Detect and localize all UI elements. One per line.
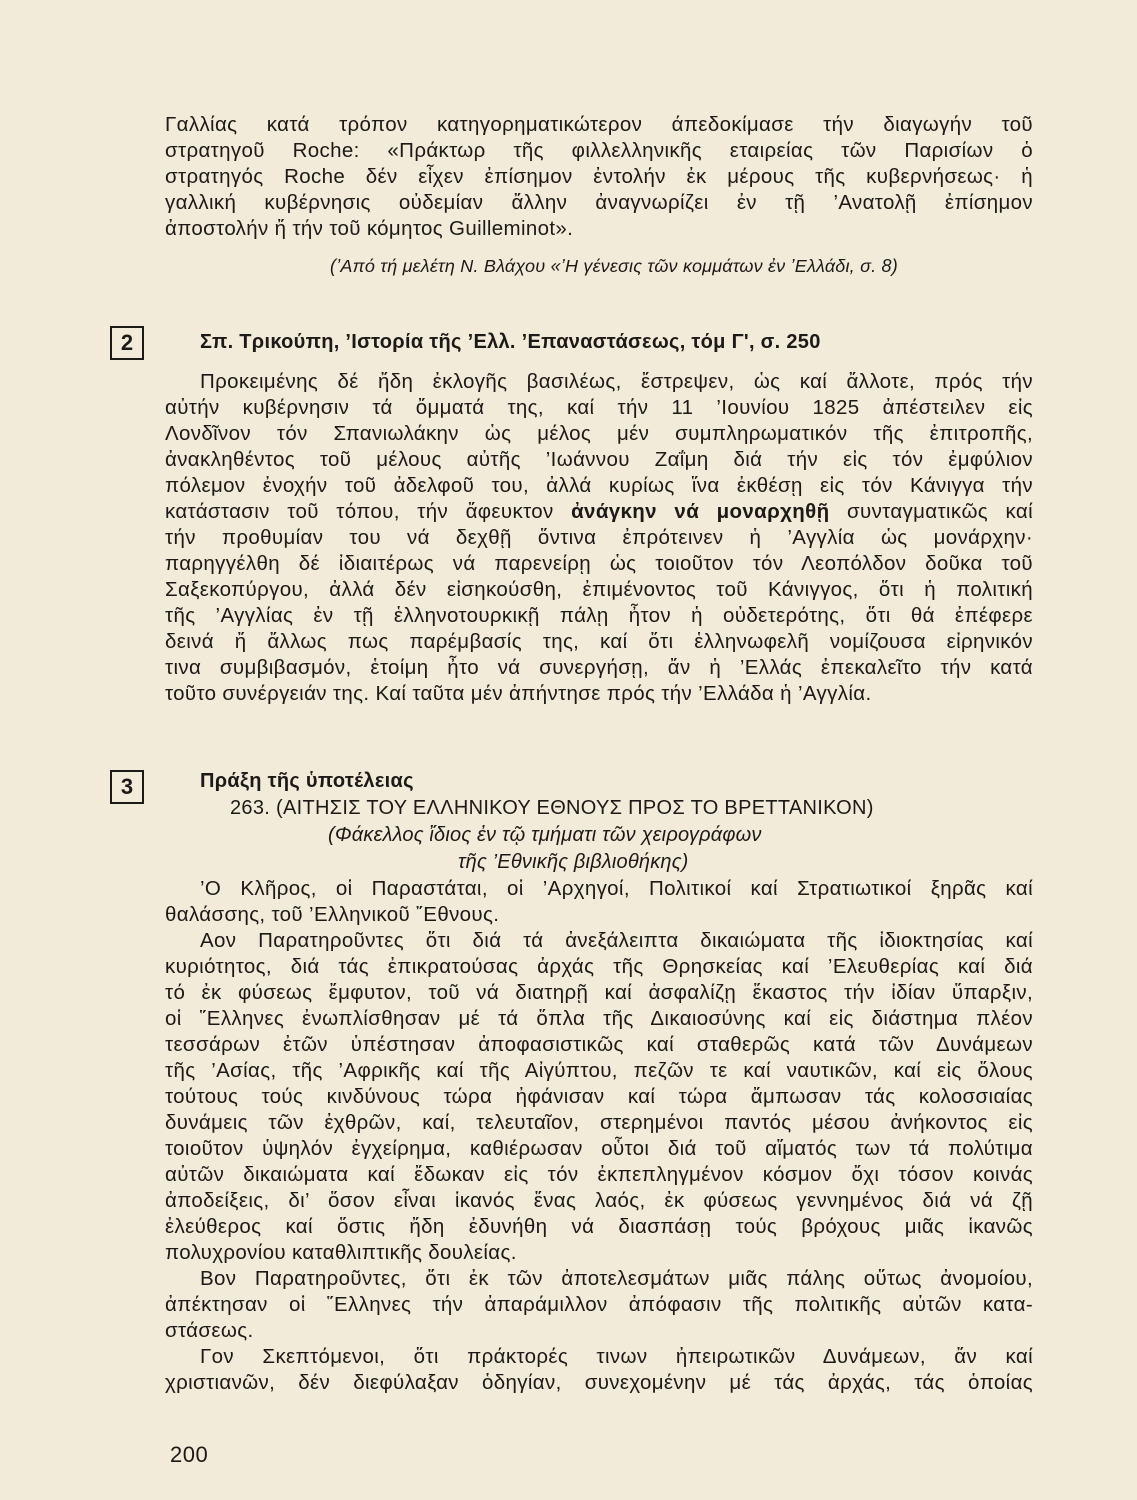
section3-text (165, 876, 1033, 1396)
source-note: τῆς ’Εθνικῆς βιβλιοθήκης) (458, 851, 689, 873)
text-line: ἐλεύθερος καί ὅστις ἤδη ἐδυνήθη νά διασπάσῃ τούς βρόχους μιᾶς ἱκανῶς (165, 1215, 1033, 1238)
text-line: οἱ ῞Ελληνες ἐνωπλίσθησαν μέ τά ὅπλα τῆς Δικαιοσύνης καί εἰς διάστημα πλέον (165, 1007, 1033, 1030)
text-line: Γαλλίας κατά τρόπον κατηγορηματικώτερον άπεδοκίμασε τήν διαγωγήν τοῦ (165, 113, 1033, 136)
text-line: ἀπέκτησαν οἱ ῞Ελληνες τήν ἀπαράμιλλον ἀπόφασιν τῆς πολιτικῆς αὐτῶν κατα- (165, 1293, 1033, 1316)
section2-paragraph (165, 369, 1033, 707)
text-line: Σαξεκοπύργου, ἀλλά δέν εἰσηκούσθη, ἐπιμένοντος τοῦ Κάνιγγος, ὅτι ἡ πολιτική (165, 578, 1033, 601)
text-line: τοιοῦτον ὑψηλόν ἐγχείρημα, καθιέρωσαν οὗτοι διά τοῦ αἵματός των τά πολύτιμα (165, 1137, 1033, 1160)
text-line: Βον Παρατηροῦντες, ὅτι ἐκ τῶν ἀποτελεσμάτων μιᾶς πάλης οὕτως ἀνομοίου, (200, 1267, 1033, 1290)
section-heading: Σπ. Τρικούπη, ’Ιστορία τῆς ’Ελλ. ’Επαναστάσεως, τόμ Γ', σ. 250 (200, 331, 821, 353)
text-line: γαλλική κυβέρνησις οὐδεμίαν ἄλλην ἀναγνωρίζει ἐν τῇ ’Ανατολῇ ἐπίσημον (165, 191, 1033, 214)
text-line: κυριότητος, διά τάς ἐπικρατούσας ἀρχάς τῆς Θρησκείας καί ’Ελευθερίας καί διά (165, 955, 1033, 978)
text-line: τό ἐκ φύσεως ἔμφυτον, τοῦ νά διατηρῇ καί ἀσφαλίζῃ ἕκαστος τήν ἰδίαν ὕπαρξιν, (165, 981, 1033, 1004)
text-line: στάσεως. (165, 1319, 254, 1342)
text-line: τινα συμβιβασμόν, ἑτοίμη ἦτο νά συνεργήσῃ, ἄν ἡ ’Ελλάς ἐπεκαλεῖτο τήν κατά (165, 656, 1033, 679)
text-line: τοῦτο συνέργειάν της. Καί ταῦτα μέν ἀπήντησε πρός τήν ’Ελλάδα ἡ ’Αγγλία. (165, 682, 872, 705)
text-line: Γον Σκεπτόμενοι, ὅτι πράκτορές τινων ἠπειρωτικῶν Δυνάμεων, ἄν καί (200, 1345, 1033, 1368)
text-line: ’Ο Κλῆρος, οἱ Παραστάται, οἱ ’Αρχηγοί, Πολιτικοί καί Στρατιωτικοί ξηρᾶς καί (200, 877, 1033, 900)
section-number-box: 2 (110, 326, 144, 360)
text-line: ἀποστολήν ἤ τήν τοῦ κόμητος Guilleminot». (165, 217, 574, 240)
section-heading: Πράξη τῆς ὑποτέλειας (200, 770, 414, 792)
text-segment: κατάστασιν τοῦ τόπου, τήν ἄφευκτον (165, 500, 572, 523)
text-line: Προκειμένης δέ ἤδη ἐκλογῆς βασιλέως, ἔστρεψεν, ὡς καί ἄλλοτε, πρός τήν (200, 370, 1033, 393)
section-number-box: 3 (110, 770, 144, 804)
document-title: 263. (ΑΙΤΗΣΙΣ ΤΟΥ ΕΛΛΗΝΙΚΟΥ ΕΘΝΟΥΣ ΠΡΟΣ ΤΟ ΒΡΕΤΤΑΝΙΚΟΝ) (230, 797, 874, 819)
source-note: (Φάκελλος ἴδιος ἐν τῷ τμήματι τῶν χειρογράφων (328, 824, 762, 846)
text-line: τεσσάρων ἐτῶν ὑπέστησαν ἀποφασιστικῶς καί σταθερῶς κατά τῶν Δυνάμεων (165, 1033, 1033, 1056)
text-line: ἀποδείξεις, δι’ ὅσον εἶναι ἱκανός ἕνας λαός, ἐκ φύσεως γεννημένος διά νά ζῇ (165, 1189, 1033, 1212)
text-line: στρατηγός Roche δέν εἶχεν ἐπίσημον ἐντολήν ἐκ μέρους τῆς κυβερνήσεως· ἡ (165, 165, 1033, 188)
text-line: τῆς ’Ασίας, τῆς ’Αφρικῆς καί τῆς Αἰγύπτου, πεζῶν τε καί ναυτικῶν, καί εἰς ὅλους (165, 1059, 1033, 1082)
text-line: ἀνακληθέντος τοῦ μέλους αὐτῆς ’Ιωάννου Ζαΐμη διά τήν εἰς τόν ἐμφύλιον (165, 448, 1033, 471)
page-number: 200 (170, 1442, 209, 1467)
text-line: αὐτήν κυβέρνησιν τά ὄμματά της, καί τήν 11 ’Ιουνίου 1825 ἀπέστειλεν εἰς (165, 396, 1033, 419)
text-line: τῆς ’Αγγλίας ἐν τῇ ἑλληνοτουρκικῇ πάλῃ ἦτον ἡ οὐδετερότης, ὅτι θά ἐπέφερε (165, 604, 1033, 627)
text-line: δυνάμεις τῶν ἐχθρῶν, καί, τελευταῖον, στερημένοι παντός μέσου ἀνήκοντος εἰς (165, 1111, 1033, 1134)
text-line: τούτους τούς κινδύνους τώρα ἠφάνισαν καί τώρα ἄμπωσαν τάς κολοσσιαίας (165, 1085, 1033, 1108)
text-line: τήν προθυμίαν του νά δεχθῇ ὅντινα ἐπρότεινεν ἡ ’Αγγλία ὡς μονάρχην· (165, 526, 1033, 549)
emphasized-text: ἀνάγκην νά μοναρχηθῇ (571, 500, 830, 523)
text-line: Αον Παρατηροῦντες ὅτι διά τά ἀνεξάλειπτα δικαιώματα τῆς ἰδιοκτησίας καί (200, 929, 1033, 952)
text-line: πολυχρονίου καταθλιπτικῆς δουλείας. (165, 1241, 517, 1264)
text-line: Λονδῖνον τόν Σπανιωλάκην ὡς μέλος μέν συμπληρωματικόν τῆς ἐπιτροπῆς, (165, 422, 1033, 445)
text-line: χριστιανῶν, δέν διεφύλαξαν ὁδηγίαν, συνεχομένην μέ τάς ἀρχάς, τάς ὁποίας (165, 1371, 1033, 1394)
text-segment: συνταγματικῶς καί (829, 500, 1033, 523)
text-line: στρατηγοῦ Roche: «Πράκτωρ τῆς φιλλελληνικῆς εταιρείας τῶν Παρισίων ὁ (165, 139, 1033, 162)
text-line: αὐτῶν δικαιώματα καί ἔδωκαν εἰς τόν ἐκπεπληγμένον κόσμον ὄχι τόσον κοινάς (165, 1163, 1033, 1186)
text-line: παρηγγέλθη δέ ἰδιαιτέρως νά παρενείρῃ ὡς τοιοῦτον τόν Λεοπόλδον δοῦκα τοῦ (165, 552, 1033, 575)
citation: (’Από τή μελέτη Ν. Βλάχου «’Η γένεσις τῶν κομμάτων ἐν ’Ελλάδι, σ. 8) (330, 256, 898, 276)
text-line (165, 499, 1033, 525)
text-line: πόλεμον ἐνοχήν τοῦ ἀδελφοῦ του, ἀλλά κυρίως ἵνα ἐκθέσῃ εἰς τόν Κάνιγγα τήν (165, 474, 1033, 497)
top-paragraph (165, 112, 1033, 242)
text-line: δεινά ἤ ἄλλως πως παρέμβασίς της, καί ὅτι ἑλληνωφελῆ νομίζουσα εἰρηνικόν (165, 630, 1033, 653)
text-line: θαλάσσης, τοῦ ’Ελληνικοῦ ῎Εθνους. (165, 903, 500, 926)
